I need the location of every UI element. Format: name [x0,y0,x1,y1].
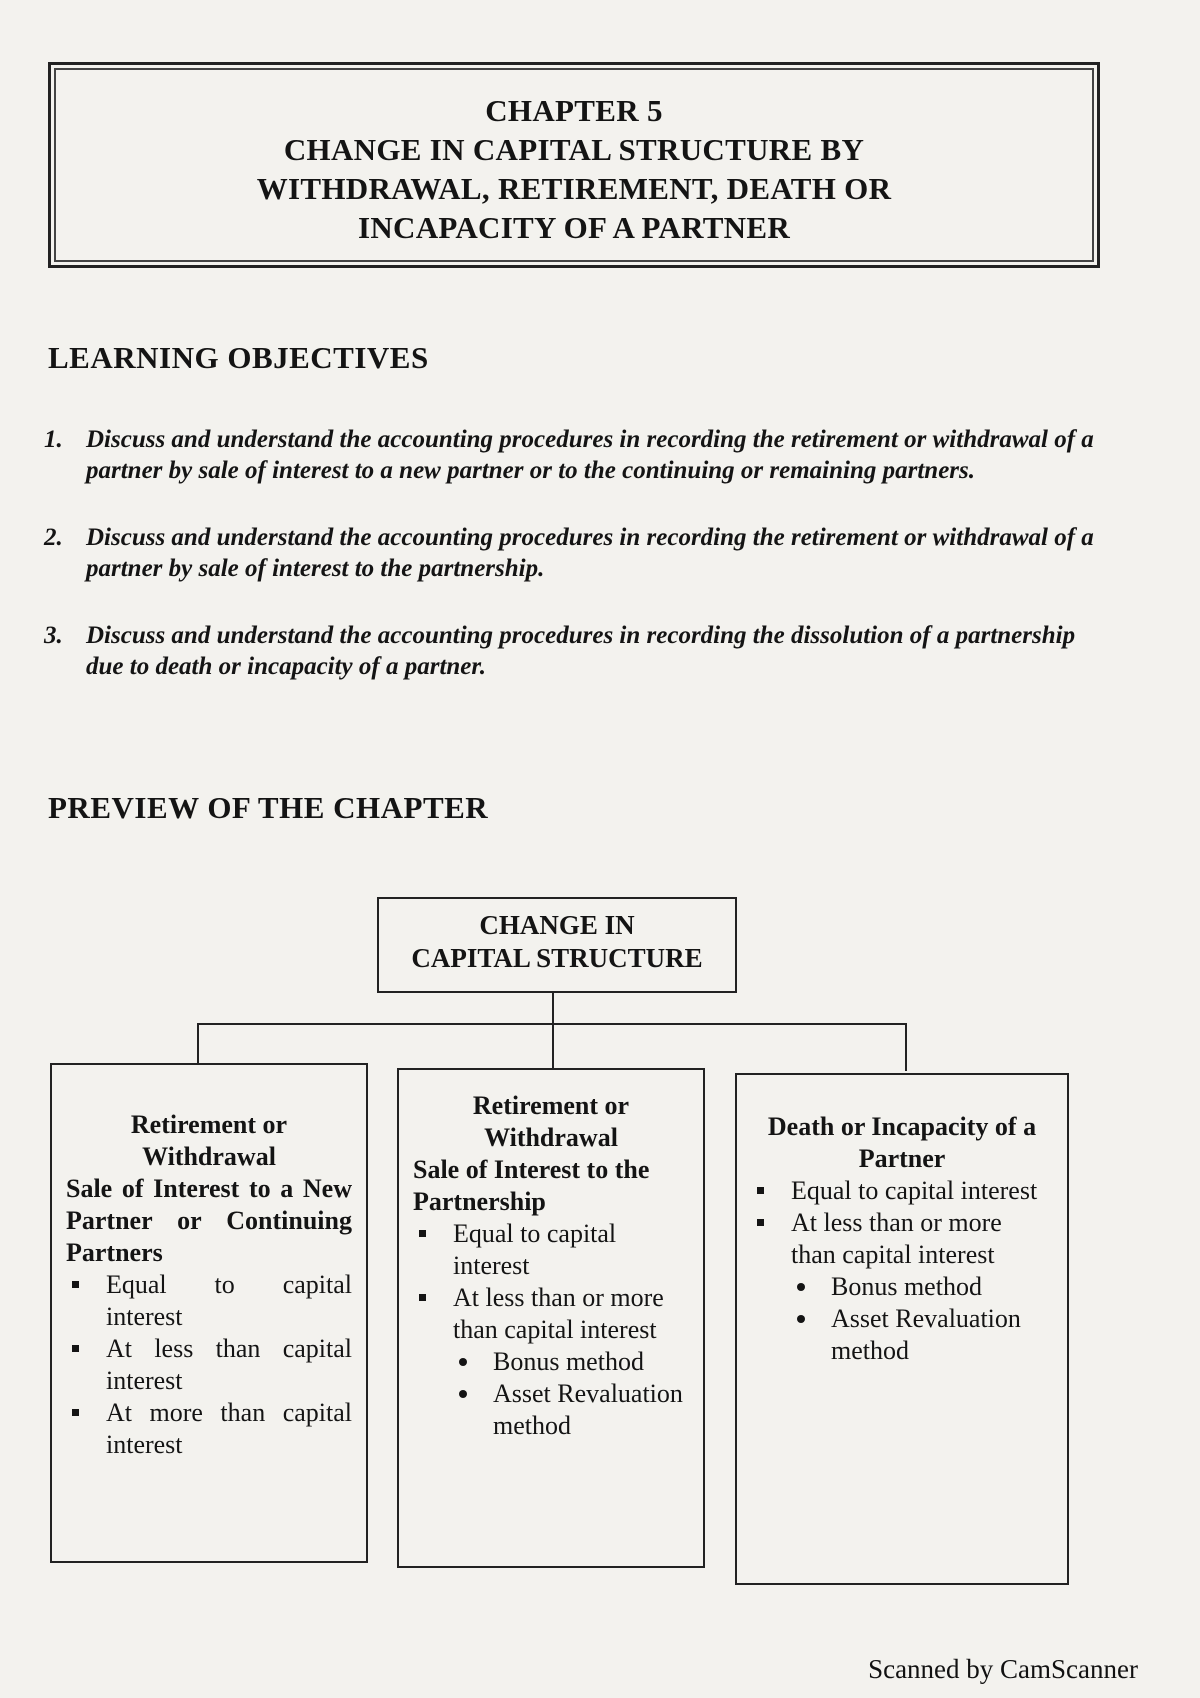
connector-right [905,1023,907,1071]
objective-text: Discuss and understand the accounting procedures in recording the retirement or withdrawal of a partner by sale of interest to the partnership. [86,524,1094,582]
chapter-title-line-2: WITHDRAWAL, RETIREMENT, DEATH OR [256,171,892,206]
list-item: At more than capital interest [66,1397,352,1461]
objective-item [44,522,1104,584]
objective-item [44,424,1104,486]
list-item [413,1282,689,1442]
sub-list-item: Bonus method [791,1271,1053,1303]
objective-item [44,620,1104,682]
objective-number: 3. [44,622,63,649]
sub-list [453,1346,689,1442]
list-item [751,1207,1053,1367]
branch-box-death-incapacity [735,1073,1069,1585]
connector-horizontal [197,1023,907,1025]
branch-subtitle: Sale of Interest to the Partnership [413,1155,650,1216]
list-item-text: At less than or more than capital interest [791,1208,1002,1269]
list-item: Equal to capital interest [413,1218,689,1282]
chapter-number: CHAPTER 5 [485,93,663,128]
branch-box-sale-to-partnership [397,1068,705,1568]
branch-title: Retirement or Withdrawal [130,1110,288,1171]
branch-subtitle: Sale of Interest to a New Partner or Continuing Partners [66,1174,352,1267]
objective-text: Discuss and understand the accounting procedures in recording the dissolution of a partnership due to death or incapacity of a partner. [86,622,1076,680]
list-item: At less than capital interest [66,1333,352,1397]
sub-list [791,1271,1053,1367]
connector-trunk [552,993,554,1070]
root-node [377,897,737,993]
root-node-line-1: CHANGE IN [479,910,635,940]
learning-objectives-list [44,424,1104,718]
branch-box-sale-to-partner [50,1063,368,1563]
list-item: Equal to capital interest [66,1269,352,1333]
branch-title: Death or Incapacity of a Partner [767,1112,1037,1173]
chapter-title-line-1: CHANGE IN CAPITAL STRUCTURE BY [283,132,865,167]
chapter-title-box [48,62,1100,268]
connector-left [197,1023,199,1063]
sub-list-item: Bonus method [453,1346,689,1378]
branch-title: Retirement or Withdrawal [472,1091,630,1152]
list-item: Equal to capital interest [751,1175,1053,1207]
objective-number: 2. [44,524,63,551]
sub-list-item: Asset Revaluation method [791,1303,1053,1367]
learning-objectives-heading: LEARNING OBJECTIVES [48,340,429,375]
branch-list [413,1218,689,1442]
preview-heading: PREVIEW OF THE CHAPTER [48,790,489,825]
objective-text: Discuss and understand the accounting procedures in recording the retirement or withdrawal of a partner by sale of interest to a new partner or to the continuing or remaining partners. [86,426,1094,484]
branch-list [751,1175,1053,1367]
root-node-line-2: CAPITAL STRUCTURE [411,943,703,973]
objective-number: 1. [44,426,63,453]
branch-list [66,1269,352,1461]
chapter-title-line-3: INCAPACITY OF A PARTNER [357,210,791,245]
list-item-text: At less than or more than capital interest [453,1283,664,1344]
sub-list-item: Asset Revaluation method [453,1378,689,1442]
scanner-watermark: Scanned by CamScanner [868,1654,1138,1684]
